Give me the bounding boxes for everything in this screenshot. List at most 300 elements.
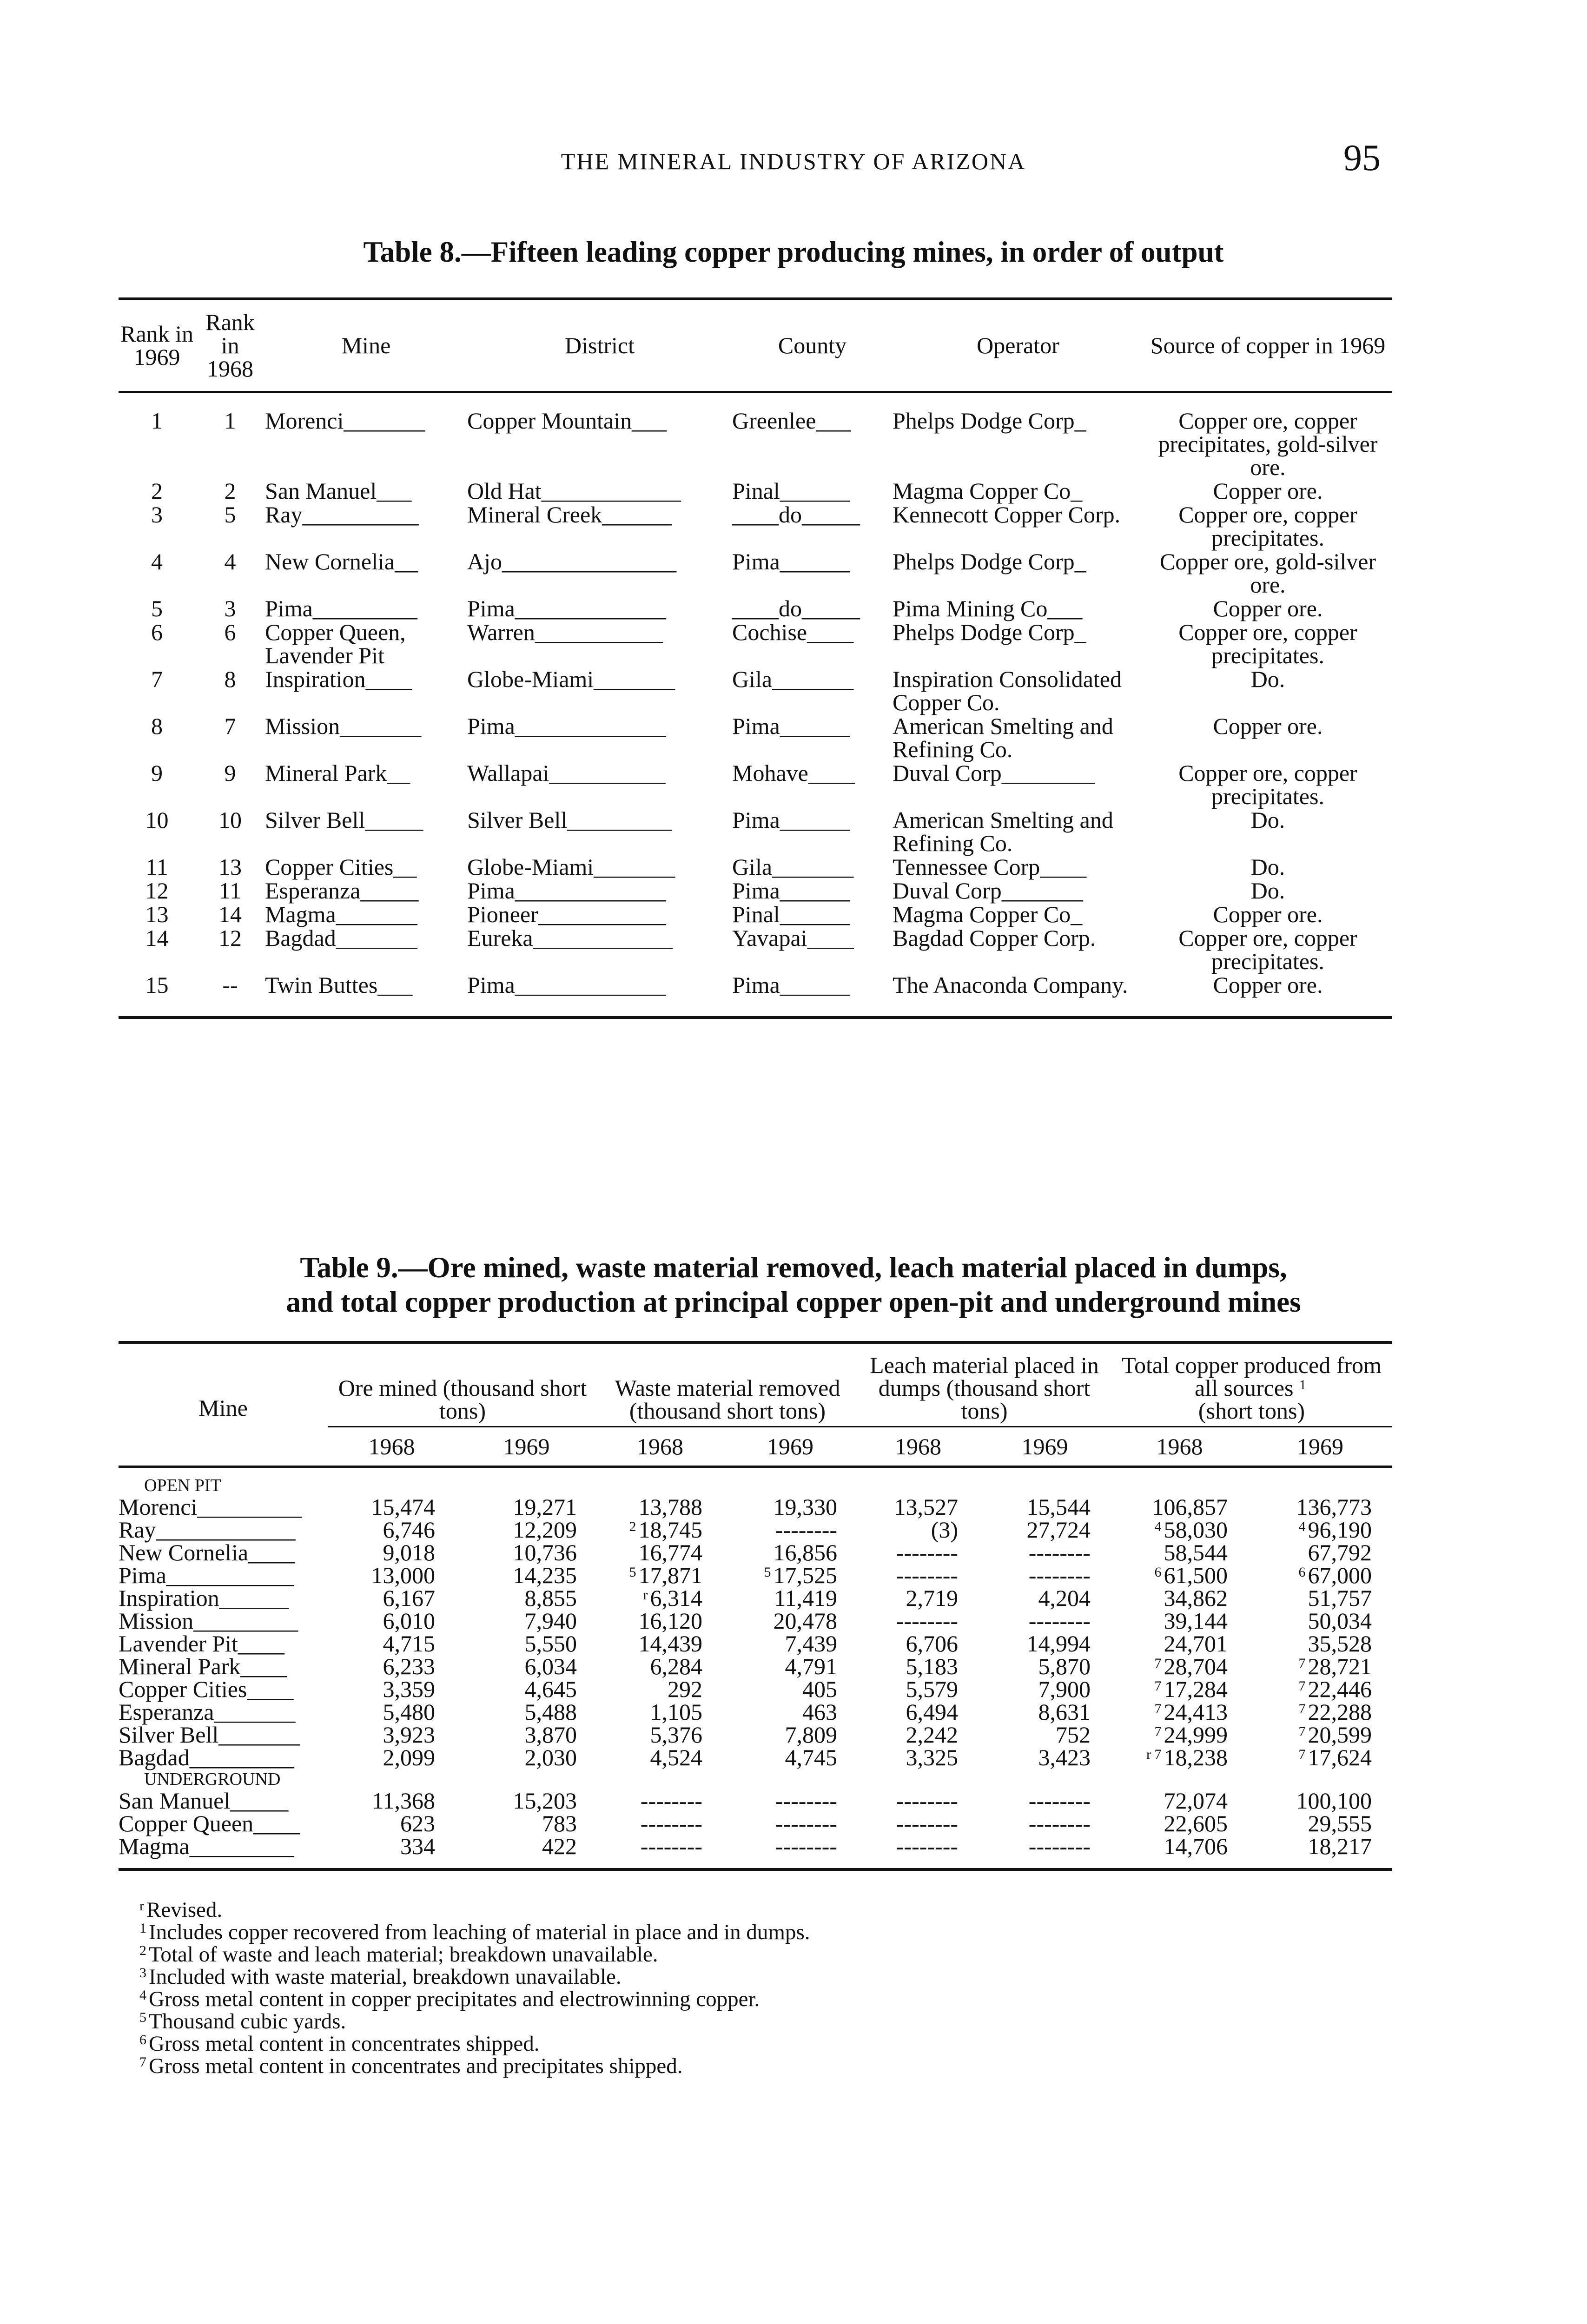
year-header: 1968 (597, 1427, 723, 1467)
footnote-mark: r (139, 1898, 144, 1914)
value: 58,544 (1164, 1539, 1228, 1565)
table-row (119, 1632, 1392, 1655)
district-cell: Warren___________ (467, 619, 663, 645)
rank-1968-cell: 6 (224, 619, 236, 645)
operator-cell: Pima Mining Co___ (893, 595, 1083, 621)
footnote-mark: 3 (139, 1965, 146, 1981)
rank-1969-cell: 3 (151, 501, 163, 528)
t68-cell (1111, 1587, 1248, 1610)
col-source: Source of copper in 1969 (1144, 299, 1392, 392)
value: 61,500 (1164, 1562, 1228, 1588)
footnote-text: Gross metal content in copper precipitates and electrowinning copper. (149, 1987, 760, 2011)
value: 4,715 (383, 1631, 435, 1657)
ore68-cell (328, 1835, 456, 1869)
county-cell: Pima______ (732, 713, 850, 739)
w69-cell (723, 1746, 858, 1769)
value: 67,792 (1308, 1539, 1372, 1565)
county-cell: Mohave____ (732, 759, 855, 786)
w68-cell (597, 1632, 723, 1655)
copper-source-cell: Copper ore. (1213, 901, 1323, 927)
table-row (119, 667, 1392, 714)
value: 5,183 (906, 1653, 958, 1679)
l68-cell (858, 1723, 979, 1746)
copper-source-cell: Copper ore, copper precipitates. (1178, 759, 1357, 809)
value: -------- (896, 1833, 958, 1859)
footnote-mark: 6 (1298, 1565, 1306, 1580)
w69-cell (723, 1812, 858, 1835)
mine-name-cell: Pima_________ (265, 595, 417, 621)
county-cell: Greenlee___ (732, 407, 851, 434)
footnotes (139, 1899, 1371, 2077)
copper-source-cell: Copper ore, copper precipitates, gold-silver ore. (1158, 407, 1378, 480)
w69-cell (723, 1610, 858, 1632)
value: 4,204 (1038, 1585, 1091, 1611)
footnote-mark: 7 (139, 2054, 146, 2070)
value: 5,550 (524, 1631, 577, 1657)
table-row (119, 1519, 1392, 1541)
value: 16,774 (638, 1539, 702, 1565)
footnote-mark: 1 (139, 1921, 146, 1936)
w68-cell (597, 1789, 723, 1812)
footnote-mark: 7 (1298, 1724, 1306, 1739)
value: 4,524 (650, 1744, 702, 1770)
footnote (139, 2033, 1371, 2055)
value: 24,701 (1164, 1631, 1228, 1657)
mine-name-cell: New Cornelia__ (265, 548, 418, 574)
t69-cell (1248, 1655, 1392, 1678)
t68-cell (1111, 1610, 1248, 1632)
table-row (119, 1610, 1392, 1632)
mine-name-cell: Twin Buttes___ (265, 973, 467, 1017)
value: 8,855 (524, 1585, 577, 1611)
value: 13,000 (371, 1562, 435, 1588)
l69-cell (979, 1496, 1111, 1519)
operator-cell: Kennecott Copper Corp. (893, 501, 1121, 528)
table-row (119, 1541, 1392, 1564)
mine-name-cell: Mineral Park__ (265, 759, 410, 786)
value: -------- (640, 1833, 702, 1859)
l68-cell (858, 1519, 979, 1541)
value: 5,376 (650, 1722, 702, 1748)
running-title: THE MINERAL INDUSTRY OF ARIZONA (561, 148, 1026, 174)
t69-cell (1248, 1723, 1392, 1746)
ore68-cell (328, 1564, 456, 1587)
ore69-cell (456, 1812, 597, 1835)
value: 17,284 (1164, 1676, 1228, 1702)
operator-cell: Inspiration Consolidated Copper Co. (893, 666, 1122, 715)
l69-cell (979, 1632, 1111, 1655)
mine-name-cell: Mission_________ (119, 1608, 298, 1634)
value: -------- (896, 1539, 958, 1565)
value: 17,624 (1308, 1744, 1372, 1770)
w69-cell (723, 1587, 858, 1610)
copper-source-cell: Copper ore, gold-silver ore. (1159, 548, 1376, 598)
rank-1968-cell: 9 (224, 759, 236, 786)
value: 29,555 (1308, 1810, 1372, 1836)
ore69-cell (456, 1655, 597, 1678)
t68-cell (1111, 1564, 1248, 1587)
value: 20,478 (773, 1608, 837, 1634)
value: 463 (802, 1699, 837, 1725)
l68-cell (858, 1610, 979, 1632)
l69-cell (979, 1610, 1111, 1632)
value: 14,994 (1026, 1631, 1091, 1657)
table9-header (119, 1342, 1392, 1467)
operator-cell: American Smelting and Refining Co. (893, 713, 1113, 762)
table8-body (119, 392, 1392, 1017)
ore69-cell (456, 1587, 597, 1610)
rank-1969-cell: 13 (145, 901, 169, 927)
w69-cell (723, 1835, 858, 1869)
value: 14,235 (513, 1562, 577, 1588)
value: -------- (1028, 1788, 1091, 1814)
rank-1968-cell: 1 (224, 407, 236, 434)
year-header: 1969 (723, 1427, 858, 1467)
footnote-mark: 5 (139, 2010, 146, 2025)
rank-1969-cell: 10 (145, 806, 169, 833)
table-row (119, 1496, 1392, 1519)
value: 4,791 (785, 1653, 837, 1679)
year-header: 1969 (1248, 1427, 1392, 1467)
w68-cell (597, 1701, 723, 1723)
value: 2,030 (524, 1744, 577, 1770)
table-row (119, 392, 1392, 479)
l68-cell (858, 1812, 979, 1835)
t69-cell (1248, 1610, 1392, 1632)
county-cell: Pima______ (732, 548, 850, 574)
table-row (119, 502, 1392, 549)
value: 22,605 (1164, 1810, 1228, 1836)
group-total-copper (1111, 1342, 1392, 1427)
t69-cell (1248, 1519, 1392, 1541)
value: 58,030 (1164, 1517, 1228, 1543)
value: 20,599 (1308, 1722, 1372, 1748)
ore68-cell (328, 1632, 456, 1655)
t69-cell (1248, 1746, 1392, 1769)
ore68-cell (328, 1519, 456, 1541)
w69-cell (723, 1632, 858, 1655)
l69-cell (979, 1812, 1111, 1835)
operator-cell: Phelps Dodge Corp_ (893, 619, 1086, 645)
rank-1969-cell: 15 (119, 973, 195, 1017)
operator-cell: Tennessee Corp____ (893, 853, 1087, 880)
operator-cell: Duval Corp_______ (893, 877, 1083, 904)
table-row (119, 1678, 1392, 1701)
value: 72,074 (1164, 1788, 1228, 1814)
mine-name-cell: Lavender Pit____ (119, 1631, 284, 1657)
t69-cell (1248, 1496, 1392, 1519)
table9-body (119, 1467, 1392, 1870)
l69-cell (979, 1541, 1111, 1564)
value: 4,645 (524, 1676, 577, 1702)
mine-name-cell: Esperanza_______ (119, 1699, 296, 1725)
table8-header (119, 299, 1392, 392)
value: -------- (896, 1562, 958, 1588)
rank-1968-cell: 10 (218, 806, 242, 833)
value: 12,209 (513, 1517, 577, 1543)
value: 96,190 (1308, 1517, 1372, 1543)
value: 51,757 (1308, 1585, 1372, 1611)
w68-cell (597, 1564, 723, 1587)
mine-name-cell: San Manuel_____ (119, 1788, 289, 1814)
ore68-cell (328, 1678, 456, 1701)
t69-cell (1248, 1632, 1392, 1655)
value: 5,870 (1038, 1653, 1091, 1679)
w69-cell (723, 1701, 858, 1723)
county-cell: Pima______ (732, 973, 893, 1017)
operator-cell: Phelps Dodge Corp_ (893, 407, 1086, 434)
value: 100,100 (1296, 1788, 1372, 1814)
value: 5,488 (524, 1699, 577, 1725)
l69-cell (979, 1678, 1111, 1701)
page-number: 95 (1343, 138, 1381, 178)
ore68-cell (328, 1723, 456, 1746)
ore68-cell (328, 1496, 456, 1519)
value: 6,314 (650, 1585, 702, 1611)
ore69-cell (456, 1564, 597, 1587)
copper-source-cell: Copper ore, copper precipitates. (1178, 501, 1357, 551)
operator-cell: Magma Copper Co_ (893, 477, 1083, 504)
group-total-footnote-mark: 1 (1299, 1377, 1306, 1393)
ore69-cell (456, 1541, 597, 1564)
value: -------- (775, 1833, 837, 1859)
footnote (139, 2010, 1371, 2033)
mine-name-cell: Inspiration____ (265, 666, 412, 692)
l69-cell (979, 1746, 1111, 1769)
value: 11,368 (372, 1788, 435, 1814)
operator-cell: The Anaconda Company. (893, 973, 1144, 1017)
t68-cell (1111, 1746, 1248, 1769)
w68-cell (597, 1812, 723, 1835)
operator-cell: Duval Corp________ (893, 759, 1095, 786)
ore68-cell (328, 1655, 456, 1678)
w68-cell (597, 1723, 723, 1746)
copper-source-cell: Copper ore. (1144, 973, 1392, 1017)
value: 15,544 (1026, 1494, 1091, 1520)
mine-name-cell: Magma_______ (265, 901, 417, 927)
t68-cell (1111, 1723, 1248, 1746)
year-header: 1969 (979, 1427, 1111, 1467)
mine-name-cell: Esperanza_____ (265, 877, 419, 904)
w68-cell (597, 1655, 723, 1678)
t68-cell (1111, 1519, 1248, 1541)
value: -------- (896, 1788, 958, 1814)
value: 27,724 (1026, 1517, 1091, 1543)
value: 6,167 (383, 1585, 435, 1611)
footnote-mark: 4 (139, 1987, 146, 2003)
l69-cell (979, 1587, 1111, 1610)
value: 3,325 (906, 1744, 958, 1770)
ore69-cell (456, 1789, 597, 1812)
footnote-text: Revised. (146, 1898, 223, 1922)
group-total-unit: (short tons) (1198, 1398, 1305, 1424)
mine-name-cell: Morenci_________ (119, 1494, 302, 1520)
footnote-mark: 5 (764, 1565, 771, 1580)
l68-cell (858, 1496, 979, 1519)
year-header: 1968 (328, 1427, 456, 1467)
col-operator: Operator (893, 299, 1144, 392)
rank-1968-cell: 12 (218, 924, 242, 951)
county-cell: Gila_______ (732, 666, 854, 692)
table-row (119, 620, 1392, 667)
value: 13,788 (638, 1494, 702, 1520)
value: 22,446 (1308, 1676, 1372, 1702)
footnote-mark: 4 (1154, 1519, 1162, 1534)
district-cell: Silver Bell_________ (467, 806, 672, 833)
rank-1969-cell: 14 (145, 924, 169, 951)
ore69-cell (456, 1610, 597, 1632)
section-row (119, 1769, 1392, 1789)
group-leach-material: Leach material placed in dumps (thousand short tons) (858, 1342, 1111, 1427)
value: 17,871 (638, 1562, 702, 1588)
value: (3) (931, 1517, 958, 1543)
footnote-mark: 7 (1298, 1656, 1306, 1671)
col-mine: Mine (265, 299, 467, 392)
value: 7,940 (524, 1608, 577, 1634)
t69-cell (1248, 1789, 1392, 1812)
l69-cell (979, 1701, 1111, 1723)
w69-cell (723, 1496, 858, 1519)
footnote-mark: 6 (1154, 1565, 1162, 1580)
table8-leading-mines (119, 297, 1392, 1019)
table9-title-line2: and total copper production at principal copper open-pit and underground mines (286, 1286, 1301, 1318)
table9-ore-mined (119, 1341, 1392, 1871)
copper-source-cell: Copper ore. (1213, 477, 1323, 504)
value: 334 (400, 1833, 435, 1859)
w69-cell (723, 1564, 858, 1587)
col-mine-name: Mine (119, 1342, 328, 1467)
rank-1969-cell: 12 (145, 877, 169, 904)
table-row (119, 1746, 1392, 1769)
group-total-label: Total copper produced from all sources (1122, 1352, 1382, 1401)
w68-cell (597, 1587, 723, 1610)
table-row (119, 808, 1392, 855)
value: -------- (775, 1810, 837, 1836)
table-row (119, 1701, 1392, 1723)
mine-name-cell: Mineral Park____ (119, 1653, 287, 1679)
mine-name-cell: Ray__________ (265, 501, 419, 528)
copper-source-cell: Do. (1250, 806, 1285, 833)
table-row (119, 1564, 1392, 1587)
value: 292 (668, 1676, 702, 1702)
t68-cell (1111, 1812, 1248, 1835)
value: 623 (400, 1810, 435, 1836)
district-cell: Pima_____________ (467, 877, 666, 904)
county-cell: Pima______ (732, 877, 850, 904)
mine-name-cell: Inspiration______ (119, 1585, 289, 1611)
rank-1969-cell: 8 (151, 713, 163, 739)
value: -------- (1028, 1562, 1091, 1588)
mine-name-cell: San Manuel___ (265, 477, 412, 504)
table9-title-line1: Table 9.—Ore mined, waste material removed, leach material placed in dumps, (300, 1251, 1287, 1284)
footnote (139, 2055, 1371, 2077)
t69-cell (1248, 1701, 1392, 1723)
footnote-text: Total of waste and leach material; breakdown unavailable. (149, 1942, 658, 1967)
value: 19,271 (513, 1494, 577, 1520)
l68-cell (858, 1564, 979, 1587)
t69-cell (1248, 1678, 1392, 1701)
district-cell: Old Hat____________ (467, 477, 681, 504)
footnote-text: Included with waste material, breakdown unavailable. (149, 1965, 622, 1989)
section-label: OPEN PIT (144, 1476, 221, 1495)
value: 24,413 (1164, 1699, 1228, 1725)
ore69-cell (456, 1678, 597, 1701)
district-cell: Copper Mountain___ (467, 407, 667, 434)
mine-name-cell: Copper Queen____ (119, 1810, 300, 1836)
rank-1968-cell: 4 (224, 548, 236, 574)
footnote-mark: 4 (1298, 1519, 1306, 1534)
value: 7,809 (785, 1722, 837, 1748)
t69-cell (1248, 1587, 1392, 1610)
operator-cell: American Smelting and Refining Co. (893, 806, 1113, 856)
t68-cell (1111, 1835, 1248, 1869)
table-row (119, 1835, 1392, 1869)
l68-cell (858, 1835, 979, 1869)
value: 14,439 (638, 1631, 702, 1657)
ore68-cell (328, 1812, 456, 1835)
value: 6,233 (383, 1653, 435, 1679)
rank-1968-cell: 3 (224, 595, 236, 621)
ore69-cell (456, 1835, 597, 1869)
w69-cell (723, 1541, 858, 1564)
mine-name-cell: Mission_______ (265, 713, 422, 739)
rank-1968-cell: 14 (218, 901, 242, 927)
table8-title: Table 8.—Fifteen leading copper producing mines, in order of output (363, 236, 1224, 268)
operator-cell: Phelps Dodge Corp_ (893, 548, 1086, 574)
l68-cell (858, 1655, 979, 1678)
district-cell: Ajo_______________ (467, 548, 676, 574)
l69-cell (979, 1789, 1111, 1812)
copper-source-cell: Do. (1250, 877, 1285, 904)
footnote-text: Gross metal content in concentrates and precipitates shipped. (149, 2054, 683, 2078)
mine-name-cell: New Cornelia____ (119, 1539, 295, 1565)
l68-cell (858, 1678, 979, 1701)
value: 18,217 (1308, 1833, 1372, 1859)
value: 6,010 (383, 1608, 435, 1634)
value: -------- (1028, 1539, 1091, 1565)
value: 3,923 (383, 1722, 435, 1748)
mine-name-cell: Pima___________ (119, 1562, 294, 1588)
table-row (119, 714, 1392, 761)
value: 2,719 (906, 1585, 958, 1611)
mine-name-cell: Silver Bell_____ (265, 806, 423, 833)
district-cell: Globe-Miami_______ (467, 666, 675, 692)
value: 7,900 (1038, 1676, 1091, 1702)
footnote-mark: 7 (1154, 1656, 1162, 1671)
value: 1,105 (650, 1699, 702, 1725)
col-county: County (732, 299, 893, 392)
operator-cell: Magma Copper Co_ (893, 901, 1083, 927)
footnote-mark: 7 (1298, 1678, 1306, 1694)
district-cell: Pioneer___________ (467, 901, 666, 927)
value: 28,704 (1164, 1653, 1228, 1679)
value: 422 (542, 1833, 577, 1859)
value: -------- (640, 1788, 702, 1814)
l68-cell (858, 1587, 979, 1610)
footnote (139, 1966, 1371, 1988)
value: -------- (1028, 1833, 1091, 1859)
t68-cell (1111, 1632, 1248, 1655)
footnote-mark: 5 (629, 1565, 636, 1580)
district-cell: Pima_____________ (467, 973, 732, 1017)
ore69-cell (456, 1632, 597, 1655)
footnote-mark: 7 (1154, 1678, 1162, 1694)
value: 6,284 (650, 1653, 702, 1679)
w68-cell (597, 1678, 723, 1701)
copper-source-cell: Do. (1250, 666, 1285, 692)
mine-name-cell: Copper Cities____ (119, 1676, 294, 1702)
value: 16,120 (638, 1608, 702, 1634)
